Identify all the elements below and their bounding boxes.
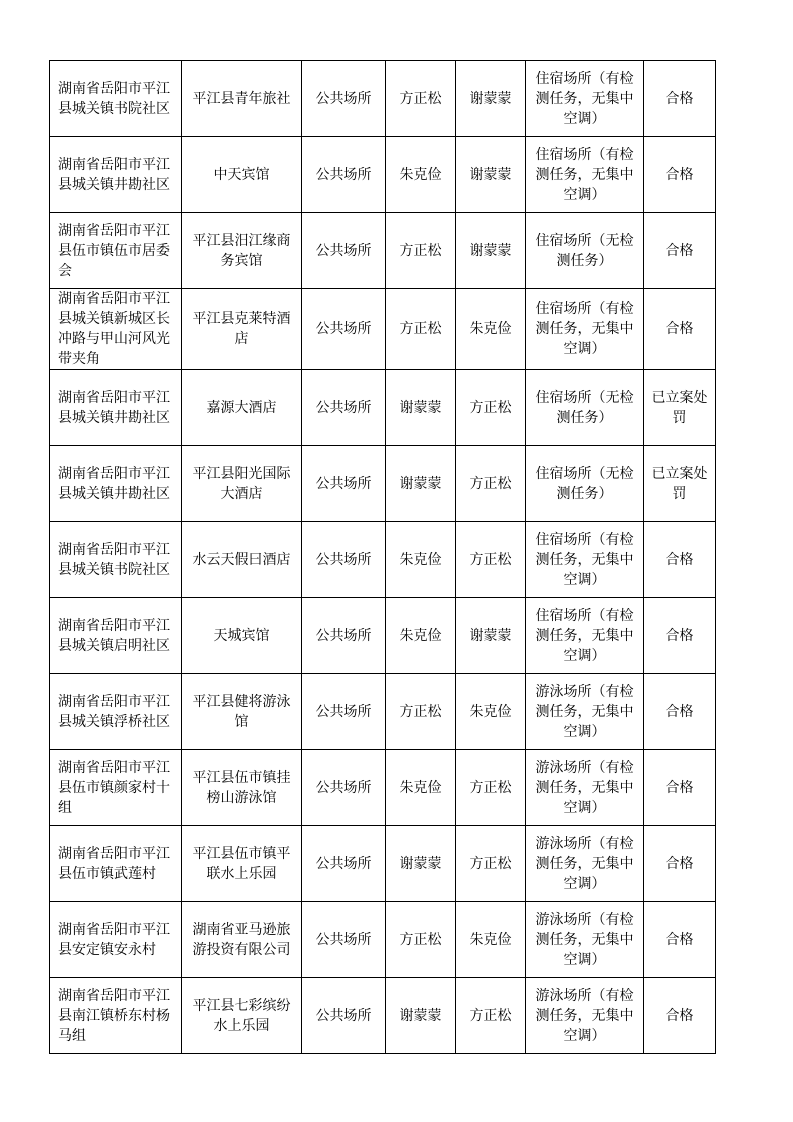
name-cell: 湖南省亚马逊旅游投资有限公司 bbox=[182, 902, 302, 978]
inspector1-cell: 谢蒙蒙 bbox=[386, 370, 456, 446]
inspector2-cell: 方正松 bbox=[456, 522, 526, 598]
inspector1-cell: 方正松 bbox=[386, 61, 456, 137]
table-row bbox=[50, 446, 716, 522]
result-cell: 合格 bbox=[644, 750, 716, 826]
table-row bbox=[50, 674, 716, 750]
category-cell: 住宿场所（有检测任务，无集中空调） bbox=[526, 289, 644, 370]
address-cell: 湖南省岳阳市平江县城关镇启明社区 bbox=[50, 598, 182, 674]
category-cell: 游泳场所（有检测任务，无集中空调） bbox=[526, 674, 644, 750]
type-cell: 公共场所 bbox=[302, 978, 386, 1054]
name-cell: 平江县健将游泳馆 bbox=[182, 674, 302, 750]
name-cell: 平江县汨江缘商务宾馆 bbox=[182, 213, 302, 289]
category-cell: 游泳场所（有检测任务，无集中空调） bbox=[526, 978, 644, 1054]
category-cell: 住宿场所（有检测任务，无集中空调） bbox=[526, 598, 644, 674]
type-cell: 公共场所 bbox=[302, 370, 386, 446]
type-cell: 公共场所 bbox=[302, 750, 386, 826]
result-cell: 已立案处罚 bbox=[644, 446, 716, 522]
inspector1-cell: 朱克俭 bbox=[386, 522, 456, 598]
inspector2-cell: 方正松 bbox=[456, 370, 526, 446]
address-cell: 湖南省岳阳市平江县南江镇桥东村杨马组 bbox=[50, 978, 182, 1054]
table-body bbox=[50, 61, 716, 1054]
table-row bbox=[50, 902, 716, 978]
address-cell: 湖南省岳阳市平江县伍市镇颜家村十组 bbox=[50, 750, 182, 826]
type-cell: 公共场所 bbox=[302, 61, 386, 137]
table-row bbox=[50, 213, 716, 289]
result-cell: 合格 bbox=[644, 213, 716, 289]
address-cell: 湖南省岳阳市平江县城关镇井勘社区 bbox=[50, 446, 182, 522]
type-cell: 公共场所 bbox=[302, 446, 386, 522]
inspector1-cell: 朱克俭 bbox=[386, 598, 456, 674]
result-cell: 合格 bbox=[644, 826, 716, 902]
address-cell: 湖南省岳阳市平江县城关镇书院社区 bbox=[50, 522, 182, 598]
table-row bbox=[50, 522, 716, 598]
inspector1-cell: 谢蒙蒙 bbox=[386, 446, 456, 522]
inspector2-cell: 方正松 bbox=[456, 826, 526, 902]
result-cell: 合格 bbox=[644, 289, 716, 370]
table-row bbox=[50, 978, 716, 1054]
address-cell: 湖南省岳阳市平江县安定镇安永村 bbox=[50, 902, 182, 978]
inspector2-cell: 方正松 bbox=[456, 446, 526, 522]
table-row bbox=[50, 826, 716, 902]
category-cell: 住宿场所（无检测任务） bbox=[526, 213, 644, 289]
inspector2-cell: 朱克俭 bbox=[456, 674, 526, 750]
name-cell: 天城宾馆 bbox=[182, 598, 302, 674]
name-cell: 平江县七彩缤纷水上乐园 bbox=[182, 978, 302, 1054]
inspector1-cell: 朱克俭 bbox=[386, 137, 456, 213]
inspector1-cell: 方正松 bbox=[386, 902, 456, 978]
address-cell: 湖南省岳阳市平江县城关镇书院社区 bbox=[50, 61, 182, 137]
address-cell: 湖南省岳阳市平江县伍市镇武莲村 bbox=[50, 826, 182, 902]
type-cell: 公共场所 bbox=[302, 598, 386, 674]
inspector2-cell: 谢蒙蒙 bbox=[456, 598, 526, 674]
inspector2-cell: 朱克俭 bbox=[456, 289, 526, 370]
category-cell: 住宿场所（有检测任务，无集中空调） bbox=[526, 61, 644, 137]
category-cell: 游泳场所（有检测任务，无集中空调） bbox=[526, 826, 644, 902]
address-cell: 湖南省岳阳市平江县城关镇井勘社区 bbox=[50, 137, 182, 213]
type-cell: 公共场所 bbox=[302, 826, 386, 902]
address-cell: 湖南省岳阳市平江县城关镇井勘社区 bbox=[50, 370, 182, 446]
type-cell: 公共场所 bbox=[302, 289, 386, 370]
name-cell: 平江县伍市镇挂榜山游泳馆 bbox=[182, 750, 302, 826]
table-row bbox=[50, 61, 716, 137]
type-cell: 公共场所 bbox=[302, 902, 386, 978]
inspector2-cell: 朱克俭 bbox=[456, 902, 526, 978]
result-cell: 合格 bbox=[644, 61, 716, 137]
address-cell: 湖南省岳阳市平江县伍市镇伍市居委会 bbox=[50, 213, 182, 289]
name-cell: 嘉源大酒店 bbox=[182, 370, 302, 446]
inspector2-cell: 方正松 bbox=[456, 978, 526, 1054]
name-cell: 平江县阳光国际大酒店 bbox=[182, 446, 302, 522]
category-cell: 住宿场所（无检测任务） bbox=[526, 446, 644, 522]
inspector2-cell: 谢蒙蒙 bbox=[456, 137, 526, 213]
name-cell: 平江县青年旅社 bbox=[182, 61, 302, 137]
type-cell: 公共场所 bbox=[302, 522, 386, 598]
inspector1-cell: 谢蒙蒙 bbox=[386, 826, 456, 902]
result-cell: 已立案处罚 bbox=[644, 370, 716, 446]
result-cell: 合格 bbox=[644, 902, 716, 978]
table-row bbox=[50, 137, 716, 213]
name-cell: 水云天假曰酒店 bbox=[182, 522, 302, 598]
address-cell: 湖南省岳阳市平江县城关镇新城区长冲路与甲山河风光带夹角 bbox=[50, 289, 182, 370]
table-row bbox=[50, 289, 716, 370]
category-cell: 游泳场所（有检测任务，无集中空调） bbox=[526, 750, 644, 826]
category-cell: 住宿场所（有检测任务，无集中空调） bbox=[526, 137, 644, 213]
type-cell: 公共场所 bbox=[302, 674, 386, 750]
table-row bbox=[50, 370, 716, 446]
inspector1-cell: 朱克俭 bbox=[386, 750, 456, 826]
result-cell: 合格 bbox=[644, 522, 716, 598]
table-row bbox=[50, 750, 716, 826]
category-cell: 住宿场所（无检测任务） bbox=[526, 370, 644, 446]
type-cell: 公共场所 bbox=[302, 137, 386, 213]
name-cell: 中天宾馆 bbox=[182, 137, 302, 213]
inspector1-cell: 方正松 bbox=[386, 289, 456, 370]
result-cell: 合格 bbox=[644, 674, 716, 750]
inspector2-cell: 谢蒙蒙 bbox=[456, 213, 526, 289]
result-cell: 合格 bbox=[644, 598, 716, 674]
name-cell: 平江县克莱特酒店 bbox=[182, 289, 302, 370]
category-cell: 住宿场所（有检测任务，无集中空调） bbox=[526, 522, 644, 598]
inspector1-cell: 方正松 bbox=[386, 213, 456, 289]
inspector1-cell: 谢蒙蒙 bbox=[386, 978, 456, 1054]
table-row bbox=[50, 598, 716, 674]
name-cell: 平江县伍市镇平联水上乐园 bbox=[182, 826, 302, 902]
address-cell: 湖南省岳阳市平江县城关镇浮桥社区 bbox=[50, 674, 182, 750]
result-cell: 合格 bbox=[644, 978, 716, 1054]
type-cell: 公共场所 bbox=[302, 213, 386, 289]
inspector1-cell: 方正松 bbox=[386, 674, 456, 750]
result-cell: 合格 bbox=[644, 137, 716, 213]
inspection-table bbox=[49, 60, 716, 1054]
category-cell: 游泳场所（有检测任务，无集中空调） bbox=[526, 902, 644, 978]
inspector2-cell: 方正松 bbox=[456, 750, 526, 826]
inspector2-cell: 谢蒙蒙 bbox=[456, 61, 526, 137]
